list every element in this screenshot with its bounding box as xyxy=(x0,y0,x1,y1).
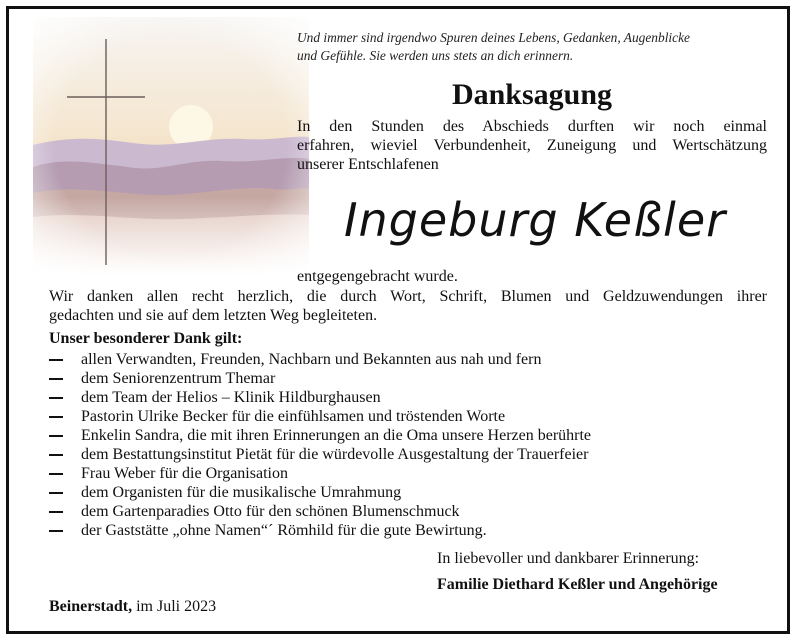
deceased-name: Ingeburg Keßler xyxy=(343,193,727,247)
list-item xyxy=(49,407,591,426)
place-name: Beinerstadt, xyxy=(49,598,133,615)
memorial-verse xyxy=(297,29,779,65)
list-item xyxy=(49,350,591,369)
closing-line: In liebevoller und dankbarer Erinnerung: xyxy=(437,550,700,567)
list-item-text: Enkelin Sandra, die mit ihren Erinnerungen an die Oma unsere Herzen berührte xyxy=(81,427,592,444)
page-title: Danksagung xyxy=(451,78,613,111)
verse-line: und Gefühle. Sie werden uns stets an dich erinnern. xyxy=(297,48,574,63)
after-name-text: entgegengebracht wurde. xyxy=(297,268,458,285)
obituary-frame xyxy=(6,6,790,634)
dash-icon xyxy=(49,511,63,513)
list-item xyxy=(49,521,591,540)
intro-line: erfahren, wieviel Verbundenheit, Zuneigung und Wertschätzung xyxy=(297,137,767,154)
list-item-text: dem Gartenparadies Otto für den schönen Blumenschmuck xyxy=(81,503,460,520)
dash-icon xyxy=(49,530,63,532)
date-text: im Juli 2023 xyxy=(136,598,217,615)
intro-line: unserer Entschlafenen xyxy=(297,156,439,173)
thanks-line: gedachten und sie auf dem letzten Weg begleiteten. xyxy=(49,307,378,324)
special-thanks-list xyxy=(49,350,591,540)
intro-paragraph xyxy=(297,117,767,174)
intro-line: In den Stunden des Abschieds durften wir noch einmal xyxy=(297,118,767,135)
list-item-text: Pastorin Ulrike Becker für die einfühlsamen und tröstenden Worte xyxy=(81,408,506,425)
list-item-text: allen Verwandten, Freunden, Nachbarn und Bekannten aus nah und fern xyxy=(81,351,542,368)
special-thanks-heading: Unser besonderer Dank gilt: xyxy=(49,330,243,347)
list-item-text: Frau Weber für die Organisation xyxy=(81,465,288,482)
list-item-text: dem Seniorenzentrum Themar xyxy=(81,370,276,387)
sunset-cross-illustration xyxy=(33,17,309,275)
dash-icon xyxy=(49,378,63,380)
thanks-line: Wir danken allen recht herzlich, die durch Wort, Schrift, Blumen und Geldzuwendungen ihrer xyxy=(49,288,767,305)
list-item xyxy=(49,483,591,502)
thanks-paragraph xyxy=(49,287,767,325)
list-item xyxy=(49,426,591,445)
family-signature: Familie Diethard Keßler und Angehörige xyxy=(437,576,718,593)
dash-icon xyxy=(49,359,63,361)
list-item xyxy=(49,502,591,521)
list-item-text: dem Organisten für die musikalische Umrahmung xyxy=(81,484,402,501)
dash-icon xyxy=(49,454,63,456)
verse-line: Und immer sind irgendwo Spuren deines Lebens, Gedanken, Augenblicke xyxy=(297,30,690,45)
list-item xyxy=(49,388,591,407)
list-item xyxy=(49,464,591,483)
list-item-text: der Gaststätte „ohne Namen“´ Römhild für die gute Bewirtung. xyxy=(81,522,487,539)
dash-icon xyxy=(49,416,63,418)
list-item-text: dem Bestattungsinstitut Pietät für die würdevolle Ausgestaltung der Trauerfeier xyxy=(81,446,589,463)
dash-icon xyxy=(49,397,63,399)
list-item xyxy=(49,445,591,464)
dash-icon xyxy=(49,473,63,475)
dash-icon xyxy=(49,492,63,494)
place-date xyxy=(49,597,216,616)
dash-icon xyxy=(49,435,63,437)
list-item-text: dem Team der Helios – Klinik Hildburghausen xyxy=(81,389,381,406)
list-item xyxy=(49,369,591,388)
